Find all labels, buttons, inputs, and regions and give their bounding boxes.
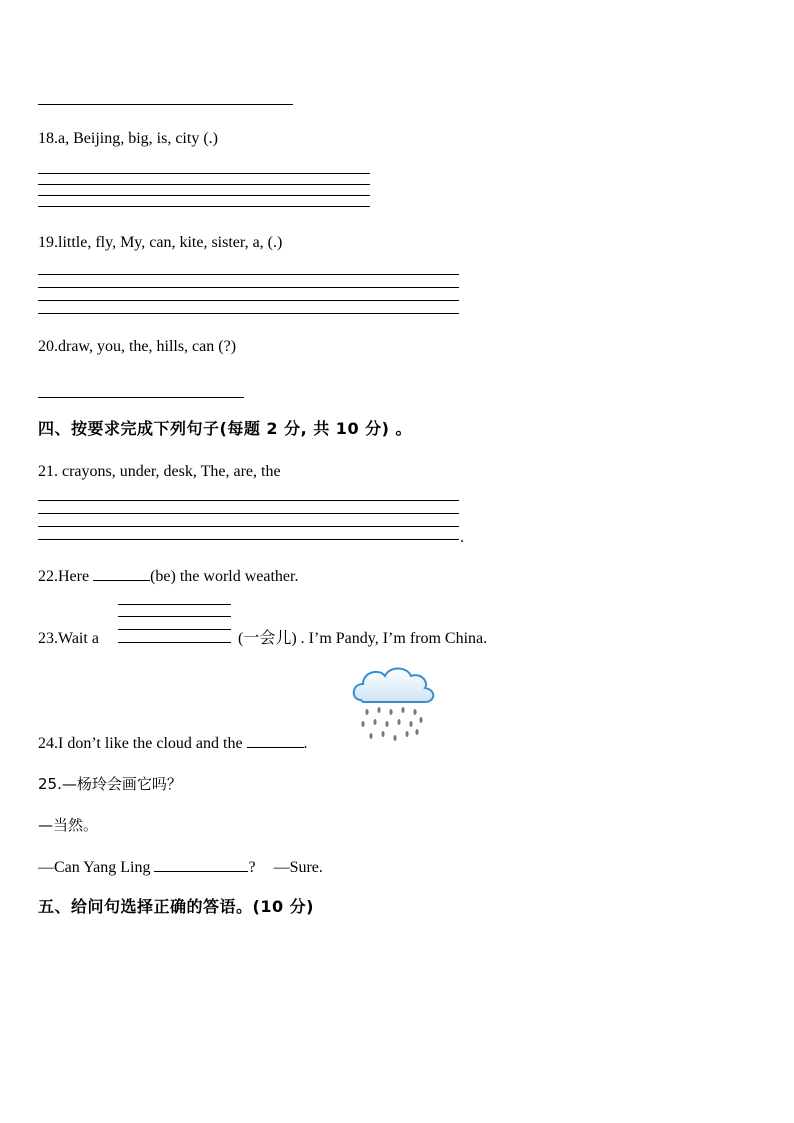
q25-line-3: [38, 857, 323, 878]
q23-suffix: (一会儿) . I’m Pandy, I’m from China.: [238, 630, 488, 647]
writing-line[interactable]: [38, 184, 370, 185]
writing-line[interactable]: [118, 604, 231, 605]
writing-line[interactable]: [38, 287, 459, 288]
writing-line[interactable]: [38, 513, 459, 514]
q25-line-1: 25.—杨玲会画它吗？: [38, 775, 182, 793]
q21-end-mark: .: [460, 529, 464, 546]
writing-line[interactable]: [38, 526, 459, 527]
q25-line-2: —当然。: [38, 816, 99, 834]
writing-line[interactable]: [38, 500, 459, 501]
writing-line[interactable]: [38, 274, 459, 275]
writing-line[interactable]: [118, 629, 231, 630]
writing-line[interactable]: [38, 300, 459, 301]
section-four-heading: 四、按要求完成下列句子(每题 2 分, 共 10 分) 。: [38, 419, 413, 438]
writing-line[interactable]: [118, 616, 231, 617]
q24-blank[interactable]: [247, 733, 304, 748]
section-five-heading: 五、给问句选择正确的答语。(10 分): [38, 897, 314, 916]
q24-prefix: 24.I don’t like the cloud and the: [38, 735, 243, 752]
writing-line[interactable]: [38, 313, 459, 314]
q25-blank[interactable]: [154, 857, 248, 872]
q23-prefix: 23.Wait a: [38, 630, 99, 647]
answer-line-q20[interactable]: [38, 397, 244, 398]
writing-line[interactable]: [38, 206, 370, 207]
writing-line[interactable]: [38, 539, 459, 540]
q22-suffix: (be) the world weather.: [150, 568, 299, 585]
q25-suffix: —Sure.: [273, 859, 323, 876]
writing-line[interactable]: [38, 173, 370, 174]
writing-line[interactable]: [118, 642, 231, 643]
q25-mid: ?: [248, 859, 256, 876]
writing-line[interactable]: [38, 195, 370, 196]
question-21: 21. crayons, under, desk, The, are, the: [38, 463, 281, 480]
q25-prefix: —Can Yang Ling: [38, 859, 151, 876]
q22-prefix: 22.Here: [38, 568, 90, 585]
question-22: [38, 566, 298, 587]
question-18: 18.a, Beijing, big, is, city (.): [38, 130, 218, 147]
q24-suffix: .: [303, 735, 308, 752]
question-19: 19.little, fly, My, can, kite, sister, a, (.): [38, 234, 283, 251]
question-20: 20.draw, you, the, hills, can (?): [38, 338, 237, 355]
rain-cloud-icon: [349, 662, 437, 746]
q22-blank[interactable]: [93, 566, 150, 581]
question-24: [38, 733, 308, 754]
answer-line-q17[interactable]: [38, 104, 293, 105]
